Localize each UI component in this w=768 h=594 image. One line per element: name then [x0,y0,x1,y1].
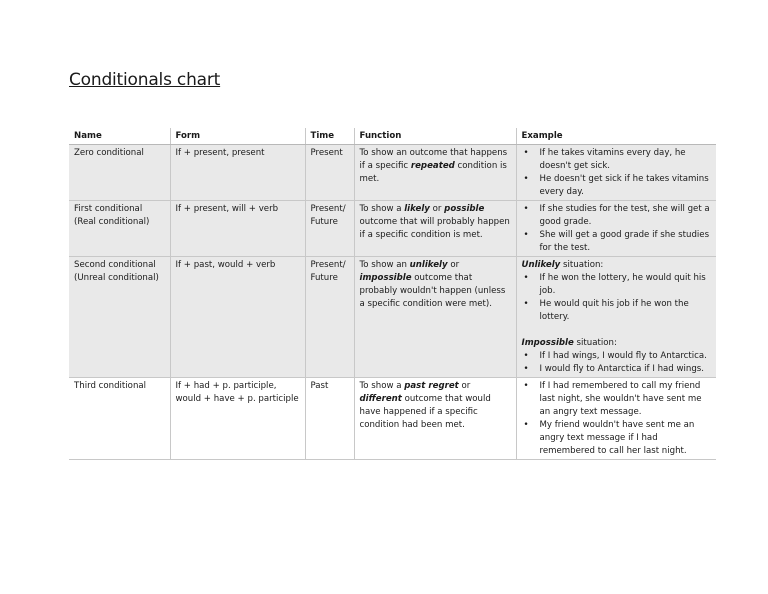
name-line: Zero conditional [74,148,144,158]
cell-name [69,257,170,378]
table-row [69,257,716,378]
list-item: • If he won the lottery, he would quit his job. [522,272,712,298]
emphasis [410,260,448,270]
cell-name [69,201,170,257]
cell-name [69,145,170,201]
name-line: (Real conditional) [74,217,150,227]
cell-example [516,145,716,201]
emphasis [360,394,402,404]
time-line: Future [310,273,338,283]
emphasis-text: Unlikely [521,260,561,270]
example-list [522,380,712,458]
cell-time [305,378,354,460]
text-run: condition is met. [359,161,507,184]
table-row [69,378,716,460]
emphasis-text: different [359,394,402,404]
emphasis-text: unlikely [409,260,448,270]
text-run: To show an outcome that happens if a specific [359,148,508,171]
emphasis-text: possible [444,204,485,214]
table-body [69,145,716,460]
table-header-row [69,128,716,145]
time-line: Present [310,148,343,158]
emphasis [522,338,574,348]
list-item: • If he takes vitamins every day, he doesn't get sick. [522,147,712,173]
cell-form [170,378,305,460]
time-line: Present/ [310,204,346,214]
list-item: • If I had remembered to call my friend last night, she wouldn't have sent me an angry text message. [522,380,712,419]
list-item: • She will get a good grade if she studies for the test. [522,229,712,255]
example-heading [522,259,712,272]
form-line: If + present, will + verb [175,204,279,214]
emphasis-text: past regret [404,381,459,391]
header-example: Example [516,128,716,145]
emphasis [404,204,430,214]
example-list [522,147,712,199]
cell-example [516,201,716,257]
list-item: • He doesn't get sick if he takes vitamins every day. [522,173,712,199]
list-item: • My friend wouldn't have sent me an angry text message if I had remembered to call her last night. [522,419,712,458]
cell-time [305,201,354,257]
header-function: Function [354,128,516,145]
text-run: outcome that probably wouldn't happen (unless a specific condition were met). [359,273,506,309]
form-line: would + have + p. participle [175,394,299,404]
time-line: Past [310,381,329,391]
conditionals-table [69,128,716,460]
form-line: If + past, would + verb [175,260,276,270]
cell-name [69,378,170,460]
cell-form [170,257,305,378]
name-line: First conditional [74,204,143,214]
text-run: To show a [359,381,405,391]
text-run: outcome that will probably happen if a specific condition is met. [359,217,510,240]
name-line: (Unreal conditional) [74,273,159,283]
emphasis [404,381,459,391]
emphasis [522,260,561,270]
cell-function [354,257,516,378]
text-run: outcome that would have happened if a specific condition had been met. [359,394,491,430]
example-list [522,203,712,255]
emphasis [360,273,412,283]
cell-form [170,145,305,201]
example-heading [522,337,712,350]
table-row [69,201,716,257]
cell-function [354,201,516,257]
text-run: situation: [560,260,604,270]
form-line: If + present, present [175,148,265,158]
example-list [522,350,712,376]
cell-function [354,145,516,201]
name-line: Second conditional [74,260,156,270]
cell-time [305,257,354,378]
example-list [522,272,712,324]
text-run: or [447,260,460,270]
cell-example [516,257,716,378]
emphasis-text: repeated [410,161,455,171]
emphasis-text: impossible [359,273,412,283]
emphasis [444,204,484,214]
list-item: • If I had wings, I would fly to Antarctica. [522,350,712,363]
text-run: situation: [573,338,617,348]
emphasis-text: likely [404,204,430,214]
name-line: Third conditional [74,381,147,391]
emphasis [411,161,455,171]
form-line: If + had + p. participle, [175,381,277,391]
header-form: Form [170,128,305,145]
cell-function [354,378,516,460]
header-time: Time [305,128,354,145]
page-title: Conditionals chart [69,70,221,90]
time-line: Future [310,217,338,227]
list-item: • I would fly to Antarctica if I had wings. [522,363,712,376]
list-item: • If she studies for the test, she will get a good grade. [522,203,712,229]
text-run: To show a [359,204,405,214]
list-item: • He would quit his job if he won the lottery. [522,298,712,324]
cell-example [516,378,716,460]
cell-time [305,145,354,201]
text-run: or [458,381,471,391]
group-gap [522,324,712,337]
text-run: or [429,204,445,214]
time-line: Present/ [310,260,346,270]
table-row [69,145,716,201]
emphasis-text: Impossible [521,338,574,348]
cell-form [170,201,305,257]
text-run: To show an [359,260,410,270]
header-name: Name [69,128,170,145]
